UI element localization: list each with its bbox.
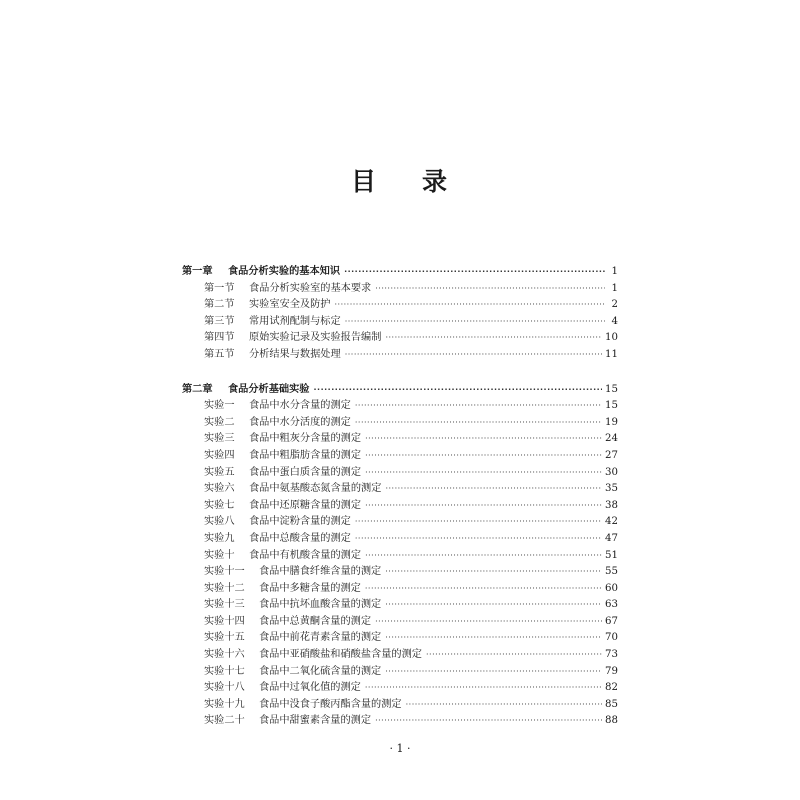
leader-dots: [355, 398, 602, 415]
leader-dots: [406, 697, 602, 714]
toc-section-entry[interactable]: [182, 498, 618, 515]
entry-title: 食品分析实验的基本知识: [228, 266, 341, 277]
toc-section-entry[interactable]: [182, 481, 618, 498]
entry-title: 食品中水分活度的测定: [249, 416, 351, 428]
entry-page: 67: [605, 615, 618, 627]
entry-title: 食品中粗灰分含量的测定: [249, 433, 362, 445]
toc-section-entry[interactable]: [182, 431, 618, 448]
leader-dots: [335, 297, 606, 314]
entry-page: 42: [605, 516, 618, 528]
entry-title: 食品中抗坏血酸含量的测定: [259, 599, 382, 611]
toc-section-entry[interactable]: [182, 548, 618, 565]
entry-label: 第二章: [182, 383, 213, 395]
toc-section-entry[interactable]: [182, 697, 618, 714]
entry-title: 食品分析基础实验: [228, 383, 310, 395]
entry-page: 15: [605, 383, 618, 395]
entry-page: 88: [605, 715, 618, 727]
entry-label: 实验三: [204, 433, 235, 445]
toc-section-entry[interactable]: [182, 347, 618, 364]
leader-dots: [426, 647, 602, 664]
entry-page: 19: [605, 416, 618, 428]
toc-section-entry[interactable]: [182, 330, 618, 347]
leader-dots: [375, 713, 602, 730]
entry-page: 70: [605, 632, 618, 644]
entry-title: 食品中淀粉含量的测定: [249, 516, 351, 528]
leader-dots: [365, 465, 602, 482]
entry-page: 1: [611, 266, 618, 277]
entry-label: 第五节: [204, 348, 235, 360]
leader-dots: [365, 498, 602, 515]
entry-page: 15: [605, 400, 618, 412]
entry-label: 第一章: [182, 266, 213, 277]
entry-label: 实验十九: [204, 698, 245, 710]
entry-page: 63: [605, 599, 618, 611]
entry-page: 35: [605, 483, 618, 495]
entry-title: 食品分析实验室的基本要求: [249, 282, 372, 294]
leader-dots: [365, 431, 602, 448]
entry-title: 分析结果与数据处理: [249, 348, 341, 360]
entry-page: 11: [605, 348, 618, 360]
leader-dots: [385, 597, 602, 614]
leader-dots: [365, 581, 602, 598]
entry-page: 82: [605, 682, 618, 694]
entry-label: 实验二十: [204, 715, 245, 727]
page-number-footer: · 1 ·: [389, 742, 411, 755]
entry-label: 实验十: [204, 549, 235, 561]
toc-section-entry[interactable]: [182, 514, 618, 531]
entry-page: 60: [605, 582, 618, 594]
entry-label: 实验九: [204, 532, 235, 544]
entry-title: 食品中蛋白质含量的测定: [249, 466, 362, 478]
entry-label: 实验四: [204, 449, 235, 461]
leader-dots: [355, 415, 602, 432]
entry-title: 食品中水分含量的测定: [249, 400, 351, 412]
leader-dots: [385, 330, 602, 347]
toc-section-entry[interactable]: [182, 297, 618, 314]
toc-section-entry[interactable]: [182, 398, 618, 415]
entry-title: 食品中还原糖含量的测定: [249, 499, 362, 511]
entry-title: 食品中二氧化硫含量的测定: [259, 665, 382, 677]
entry-page: 55: [605, 566, 618, 578]
leader-dots: [365, 448, 602, 465]
entry-page: 24: [605, 433, 618, 445]
entry-title: 食品中膳食纤维含量的测定: [259, 566, 382, 578]
entry-label: 实验十一: [204, 566, 245, 578]
leader-dots: [365, 548, 602, 565]
leader-dots: [385, 564, 602, 581]
entry-title: 食品中亚硝酸盐和硝酸盐含量的测定: [259, 649, 422, 661]
entry-title: 食品中总酸含量的测定: [249, 532, 351, 544]
entry-page: 85: [605, 698, 618, 710]
entry-label: 第二节: [204, 299, 235, 311]
toc-chapter-entry[interactable]: [182, 264, 618, 281]
entry-title: 食品中有机酸含量的测定: [249, 549, 362, 561]
toc-section-entry[interactable]: [182, 581, 618, 598]
table-of-contents: [182, 264, 618, 730]
leader-dots: [365, 680, 602, 697]
entry-page: 27: [605, 449, 618, 461]
leader-dots: [345, 347, 602, 364]
entry-label: 第一节: [204, 282, 235, 294]
entry-page: 30: [605, 466, 618, 478]
leader-dots: [345, 314, 605, 331]
entry-label: 实验十八: [204, 682, 245, 694]
toc-section-entry[interactable]: [182, 597, 618, 614]
page-title: [0, 162, 800, 198]
leader-dots: [314, 382, 603, 399]
entry-label: 实验十四: [204, 615, 245, 627]
leader-dots: [355, 514, 602, 531]
toc-chapter-entry[interactable]: [182, 382, 618, 399]
entry-label: 实验十六: [204, 649, 245, 661]
entry-page: 2: [611, 299, 618, 311]
leader-dots: [355, 531, 602, 548]
entry-label: 实验七: [204, 499, 235, 511]
leader-dots: [375, 281, 605, 298]
leader-dots: [385, 481, 602, 498]
leader-dots: [344, 264, 605, 281]
entry-label: 实验六: [204, 483, 235, 495]
entry-label: 实验十三: [204, 599, 245, 611]
entry-title: 食品中多糖含量的测定: [259, 582, 361, 594]
toc-section-entry[interactable]: [182, 314, 618, 331]
entry-title: 食品中没食子酸丙酯含量的测定: [259, 698, 402, 710]
toc-section-entry[interactable]: [182, 664, 618, 681]
leader-dots: [385, 630, 602, 647]
toc-section-entry[interactable]: [182, 281, 618, 298]
entry-title: 实验室安全及防护: [249, 299, 331, 311]
entry-page: 73: [605, 649, 618, 661]
toc-section-entry[interactable]: [182, 531, 618, 548]
toc-section-entry[interactable]: [182, 680, 618, 697]
entry-label: 第三节: [204, 315, 235, 327]
entry-title: 原始实验记录及实验报告编制: [249, 332, 382, 344]
entry-label: 实验十二: [204, 582, 245, 594]
entry-page: 47: [605, 532, 618, 544]
entry-label: 实验一: [204, 400, 235, 412]
entry-label: 第四节: [204, 332, 235, 344]
entry-title: 食品中过氧化值的测定: [259, 682, 361, 694]
title-char-2: 录: [422, 167, 450, 196]
entry-page: 79: [605, 665, 618, 677]
entry-title: 食品中前花青素含量的测定: [259, 632, 382, 644]
title-char-1: 目: [350, 167, 378, 196]
entry-page: 38: [605, 499, 618, 511]
toc-section-entry[interactable]: [182, 415, 618, 432]
entry-label: 实验八: [204, 516, 235, 528]
toc-section-entry[interactable]: [182, 448, 618, 465]
leader-dots: [385, 664, 602, 681]
entry-page: 51: [605, 549, 618, 561]
toc-section-entry[interactable]: [182, 713, 618, 730]
entry-page: 10: [605, 332, 618, 344]
entry-title: 食品中甜蜜素含量的测定: [259, 715, 372, 727]
toc-section-entry[interactable]: [182, 564, 618, 581]
entry-label: 实验二: [204, 416, 235, 428]
entry-label: 实验十七: [204, 665, 245, 677]
toc-section-entry[interactable]: [182, 614, 618, 631]
toc-section-entry[interactable]: [182, 630, 618, 647]
leader-dots: [375, 614, 602, 631]
entry-title: 食品中总黄酮含量的测定: [259, 615, 372, 627]
toc-section-entry[interactable]: [182, 465, 618, 482]
entry-label: 实验五: [204, 466, 235, 478]
entry-title: 食品中氨基酸态氮含量的测定: [249, 483, 382, 495]
entry-title: 食品中粗脂肪含量的测定: [249, 449, 362, 461]
entry-label: 实验十五: [204, 632, 245, 644]
entry-title: 常用试剂配制与标定: [249, 315, 341, 327]
toc-section-entry[interactable]: [182, 647, 618, 664]
entry-page: 4: [611, 315, 618, 327]
entry-page: 1: [611, 282, 618, 294]
